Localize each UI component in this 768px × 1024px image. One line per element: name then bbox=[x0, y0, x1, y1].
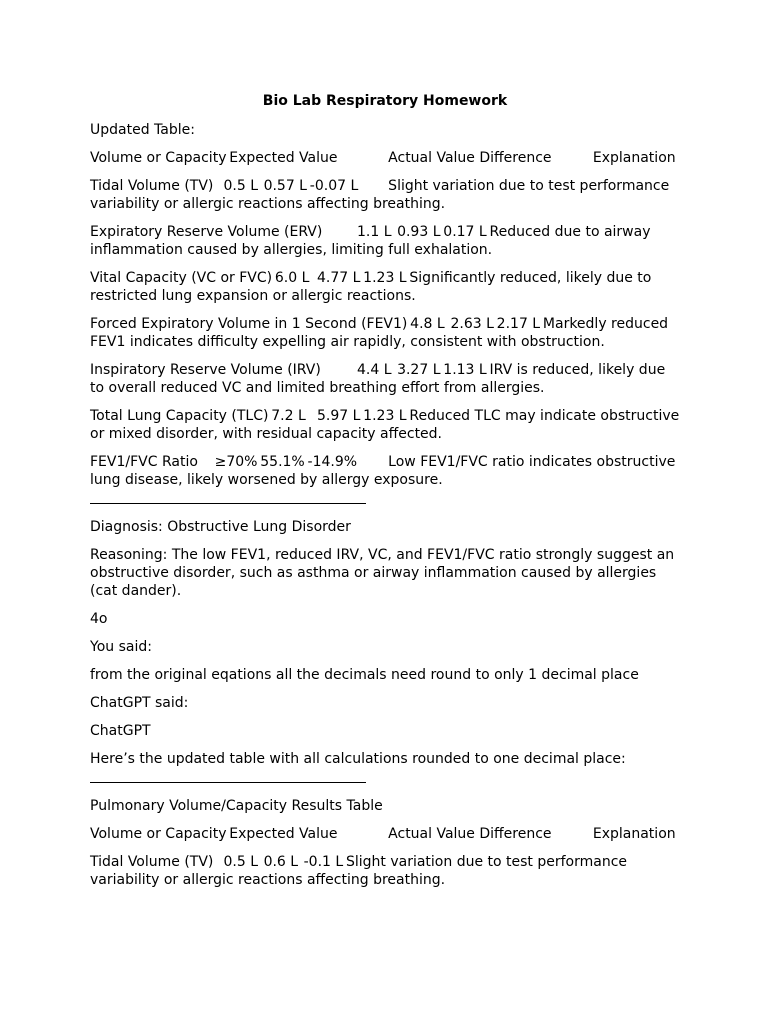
table-row-fev1: Forced Expiratory Volume in 1 Second (FEV1) 4.8 L 2.63 L 2.17 L Markedly reduced FEV1 indicates difficulty expelling air rapidly, consistent with obstruction. bbox=[90, 316, 673, 350]
table-row-vital-capacity: Vital Capacity (VC or FVC) 6.0 L 4.77 L 1.23 L Significantly reduced, likely due to restricted lung expansion or allergic reactions. bbox=[90, 270, 656, 304]
table-row-fev1-fvc-ratio: FEV1/FVC Ratio ≥70% 55.1% -14.9% Low FEV1/FVC ratio indicates obstructive lung disease, likely worsened by allergy exposure. bbox=[90, 454, 680, 488]
assistant-intro: Here’s the updated table with all calculations rounded to one decimal place: bbox=[90, 751, 626, 767]
table-header-row: Volume or Capacity Expected Value Actual Value Difference Explanation bbox=[90, 150, 676, 166]
results-table-title: Pulmonary Volume/Capacity Results Table bbox=[90, 798, 383, 814]
horizontal-rule bbox=[90, 782, 366, 783]
document-title: Bio Lab Respiratory Homework bbox=[262, 93, 508, 109]
updated-table-label: Updated Table: bbox=[90, 122, 195, 138]
table-row-tlc: Total Lung Capacity (TLC) 7.2 L 5.97 L 1.23 L Reduced TLC may indicate obstructive or mixed disorder, with residual capacity affected. bbox=[90, 408, 684, 442]
document-body bbox=[90, 92, 684, 899]
table-row-irv: Inspiratory Reserve Volume (IRV) 4.4 L 3.27 L 1.13 L IRV is reduced, likely due to overall reduced VC and limited breathing effort from allergies. bbox=[90, 362, 670, 396]
table-header-row: Volume or Capacity Expected Value Actual Value Difference Explanation bbox=[90, 826, 676, 842]
table-row-tidal-volume: Tidal Volume (TV) 0.5 L 0.6 L -0.1 L Slight variation due to test performance variability or allergic reactions affecting breathing. bbox=[90, 854, 632, 888]
horizontal-rule bbox=[90, 503, 366, 504]
chatgpt-said-label: ChatGPT said: bbox=[90, 695, 189, 711]
table-row-erv: Expiratory Reserve Volume (ERV) 1.1 L 0.93 L 0.17 L Reduced due to airway inflammation caused by allergies, limiting full exhalation. bbox=[90, 224, 655, 258]
chatgpt-label: ChatGPT bbox=[90, 723, 151, 739]
you-said-label: You said: bbox=[90, 639, 152, 655]
table-row-tidal-volume: Tidal Volume (TV) 0.5 L 0.57 L -0.07 L Slight variation due to test performance variability or allergic reactions affecting breathing. bbox=[90, 178, 674, 212]
reasoning-text: Reasoning: The low FEV1, reduced IRV, VC, and FEV1/FVC ratio strongly suggest an obstructive disorder, such as asthma or airway inflammation caused by allergies (cat dander). bbox=[90, 547, 679, 599]
user-message: from the original eqations all the decimals need round to only 1 decimal place bbox=[90, 667, 639, 683]
diagnosis-text: Diagnosis: Obstructive Lung Disorder bbox=[90, 519, 351, 535]
model-label: 4o bbox=[90, 611, 108, 627]
